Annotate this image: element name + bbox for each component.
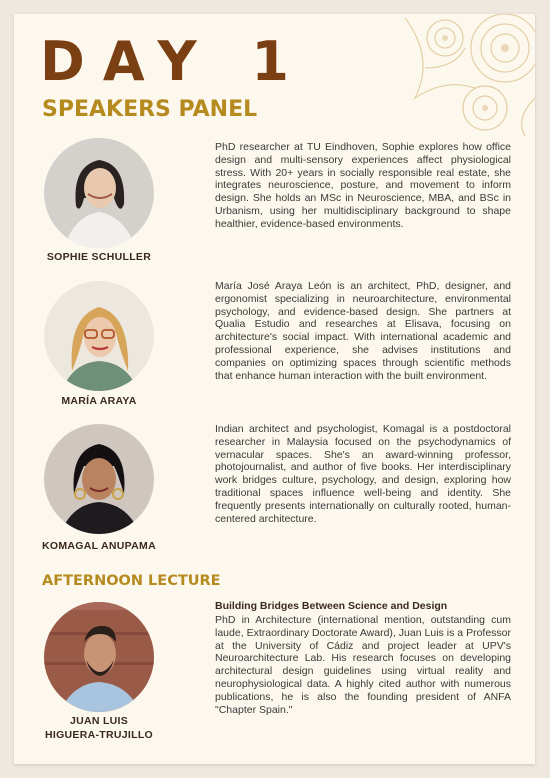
speaker-photo-sophie [44, 138, 154, 248]
speaker-bio: PhD in Architecture (international mention, outstanding cum laude, Extraordinary Doctorate Award), Juan Luis is a Professor at the University of Cádiz and project leader at UPV's Neuroarchitecture Lab. His research focuses on developing architectural design guidelines using virtual reality and neurophysiological data. A highly cited author with numerous publications, he is also the founding president of ANFA "Chapter Spain." [215, 614, 511, 716]
speakers-panel-title: SPEAKERS PANEL [42, 97, 258, 122]
floral-ornament-icon [385, 14, 535, 138]
speaker-name-line1: JUAN LUIS [69, 715, 129, 727]
speaker-bio: PhD researcher at TU Eindhoven, Sophie explores how office design and multi-sensory experiences affect physiological stress. With 20+ years in socially responsible real estate, she integrates neuroscience, posture, and movement to inform design. She holds an MSc in Neuroscience, MBA, and BSc in Urbanism, using her multidisciplinary background to shape healthier, evidence-based environments. [215, 141, 511, 230]
speaker-photo-maria [44, 281, 154, 391]
speaker-bio: Indian architect and psychologist, Komagal is a postdoctoral researcher in Malaysia focused on the psychodynamics of vernacular spaces. She's an award-winning professor, photojournalist, and author of five books. Her interdisciplinary work bridges culture, psychology, and design, exploring how traditional spaces influence well-being and identity. She frequently presents internationally on culturally rooted, human-centered architecture. [215, 423, 511, 525]
speaker-name [14, 714, 184, 742]
afternoon-lecture-title: AFTERNOON LECTURE [42, 573, 221, 589]
speaker-name: SOPHIE SCHULLER [46, 251, 152, 263]
speaker-name: KOMAGAL ANUPAMA [42, 540, 156, 552]
day-title: DAY 1 [40, 30, 307, 93]
speaker-photo-komagal [44, 424, 154, 534]
lecture-topic: Building Bridges Between Science and Design [215, 600, 448, 612]
event-page [14, 14, 535, 764]
speaker-photo-juan-luis [44, 602, 154, 712]
speaker-bio: María José Araya León is an architect, PhD, designer, and ergonomist specializing in neuroarchitecture, environmental psychology, and evidence-based design. She partners at Qualia Estudio and researches at Elisava, focusing on architecture's social impact. With international academic and professional experience, she advises institutions and companies on optimizing spaces through scientific methods that enhance human interaction with the built environment. [215, 280, 511, 382]
speaker-name-line2: HIGUERA-TRUJILLO [44, 729, 154, 741]
speaker-name: MARÍA ARAYA [61, 395, 137, 407]
